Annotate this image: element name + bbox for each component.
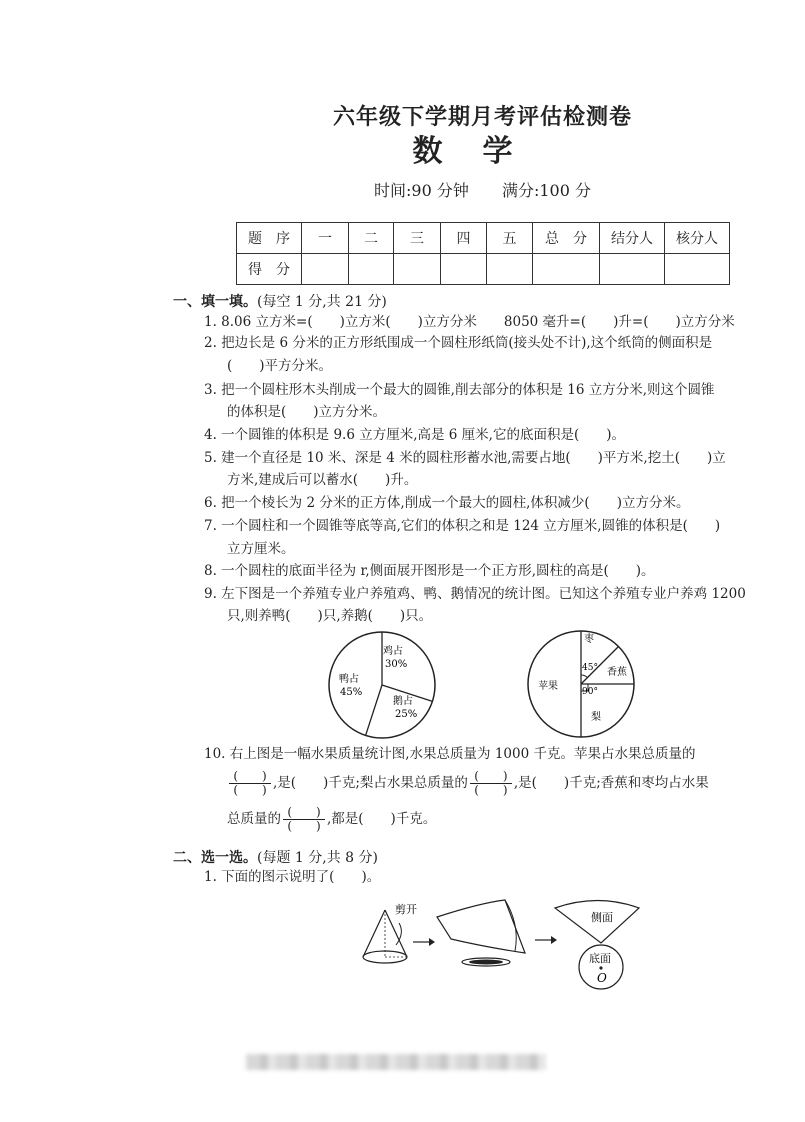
score-cell[interactable] [349, 254, 394, 285]
question-1-7: 7. 一个圆柱和一个圆锥等底等高,它们的体积之和是 124 立方厘米,圆锥的体积是( ) [204, 518, 721, 534]
score-header-cell: 二 [349, 223, 394, 254]
question-1-5-cont: 方米,建成后可以蓄水( )升。 [227, 472, 418, 488]
section2-note: (每题 1 分,共 8 分) [257, 850, 378, 866]
pie-divider-goose-duck [366, 685, 382, 735]
exam-full-score: 满分:100 分 [501, 181, 591, 200]
score-header-cell: 一 [302, 223, 349, 254]
question-1-3: 3. 把一个圆柱形木头削成一个最大的圆锥,削去部分的体积是 16 立方分米,则这个圆锥 [204, 382, 715, 398]
fruit-pie-chart [525, 628, 637, 740]
section1-title: 一、填一填。 [173, 294, 257, 310]
arrow-right-icon [413, 938, 435, 946]
pie-label-dates: 枣 [584, 634, 594, 645]
score-table-score-row [237, 254, 730, 285]
question-1-7-cont: 立方厘米。 [227, 541, 295, 557]
question-1-4: 4. 一个圆锥的体积是 9.6 立方厘米,高是 6 厘米,它的底面积是( )。 [204, 427, 626, 443]
score-cell[interactable] [441, 254, 487, 285]
pie-label-apple: 苹果 [538, 681, 558, 692]
cone-icon [363, 910, 407, 963]
score-header-cell: 三 [394, 223, 441, 254]
question-1-10: 10. 右上图是一幅水果质量统计图,水果总质量为 1000 千克。苹果占水果总质量的 [204, 746, 696, 762]
fraction-numerator: ( ) [474, 769, 508, 783]
question-1-3-cont: 的体积是( )立方分米。 [227, 404, 387, 420]
blurred-footer [246, 1054, 546, 1070]
question-1-8: 8. 一个圆柱的底面半径为 r,侧面展开图形是一个正方形,圆柱的高是( )。 [204, 563, 655, 579]
subject-title: 数学 [412, 134, 553, 169]
pie-value-chicken: 30% [385, 659, 408, 670]
score-header-cell: 结分人 [600, 223, 665, 254]
question-1-5: 5. 建一个直径是 10 米、深是 4 米的圆柱形蓄水池,需要占地( )平方米,挖土( )立 [204, 450, 726, 466]
pie-label-pear: 梨 [591, 712, 601, 723]
section2-title: 二、选一选。 [173, 850, 257, 866]
pie-value-duck: 45% [340, 687, 363, 698]
cut-label: 剪开 [395, 903, 417, 916]
pie-label-duck: 鸭占 [339, 674, 359, 685]
fraction-blank[interactable] [470, 770, 512, 797]
side-label: 侧面 [591, 911, 613, 924]
question-1-10-line3 [227, 806, 436, 833]
score-header-cell: 核分人 [665, 223, 730, 254]
score-cell[interactable] [302, 254, 349, 285]
livestock-pie-chart [325, 628, 439, 742]
fraction-blank[interactable] [229, 770, 271, 797]
score-table-header-row [237, 223, 730, 254]
pie-value-goose: 25% [395, 709, 418, 720]
score-cell[interactable] [487, 254, 533, 285]
score-header-cell: 四 [441, 223, 487, 254]
pie-angle-dates: 45° [582, 663, 598, 673]
question-1-10-text-a: ,是( )千克;梨占水果总质量的 [273, 775, 468, 791]
question-1-10-line2 [227, 770, 709, 797]
question-1-2: 2. 把边长是 6 分米的正方形纸围成一个圆柱形纸筒(接头处不计),这个纸筒的侧面积是 [204, 335, 713, 351]
exam-info [0, 178, 805, 201]
score-row-label: 得 分 [237, 254, 302, 285]
score-cell[interactable] [533, 254, 600, 285]
center-dot [599, 966, 602, 969]
arrow-right-icon [535, 936, 557, 944]
fraction-denominator: ( ) [474, 783, 508, 797]
score-header-cell: 题 序 [237, 223, 302, 254]
question-1-9: 9. 左下图是一个养殖专业户养殖鸡、鸭、鹅情况的统计图。已知这个养殖专业户养鸡 1200 [204, 586, 746, 602]
question-1-9-cont: 只,则养鸭( )只,养鹅( )只。 [227, 608, 433, 624]
question-1-10-text-b: ,是( )千克;香蕉和枣均占水果 [513, 775, 709, 791]
unrolling-cone-icon [437, 900, 525, 966]
exam-time: 时间:90 分钟 [374, 181, 469, 200]
base-label: 底面 [589, 952, 611, 965]
fraction-numerator: ( ) [287, 805, 321, 819]
question-1-6: 6. 把一个棱长为 2 分米的正方体,削成一个最大的圆柱,体积减少( )立方分米。 [204, 495, 690, 511]
cone-unfolding-figure [355, 895, 645, 1005]
score-table [236, 222, 730, 285]
question-1-10-text-d: ,都是( )千克。 [327, 811, 437, 827]
score-header-cell: 五 [487, 223, 533, 254]
center-label: O [597, 971, 607, 985]
section2-heading [173, 847, 378, 867]
section1-note: (每空 1 分,共 21 分) [257, 294, 387, 310]
angle-arc-45 [581, 675, 587, 678]
pie-angle-pear: 90° [582, 687, 598, 697]
pie-label-banana: 香蕉 [607, 667, 627, 678]
question-1-1: 1. 8.06 立方米=( )立方米( )立方分米 8050 毫升=( )升=( )立方分米 [204, 314, 735, 330]
pie-label-goose: 鹅占 [393, 696, 413, 707]
score-header-cell: 总 分 [533, 223, 600, 254]
fraction-denominator: ( ) [287, 819, 321, 833]
question-1-10-text-c: 总质量的 [227, 811, 281, 827]
score-cell[interactable] [600, 254, 665, 285]
fraction-blank[interactable] [283, 806, 325, 833]
fraction-numerator: ( ) [233, 769, 267, 783]
question-1-2-cont: ( )平方分米。 [227, 358, 333, 374]
score-cell[interactable] [394, 254, 441, 285]
pie-label-chicken: 鸡占 [383, 646, 403, 657]
page-title: 六年级下学期月考评估检测卷 [332, 104, 632, 130]
score-cell[interactable] [665, 254, 730, 285]
question-2-1: 1. 下面的图示说明了( )。 [204, 869, 381, 885]
fraction-denominator: ( ) [233, 783, 267, 797]
section1-heading [173, 291, 387, 311]
